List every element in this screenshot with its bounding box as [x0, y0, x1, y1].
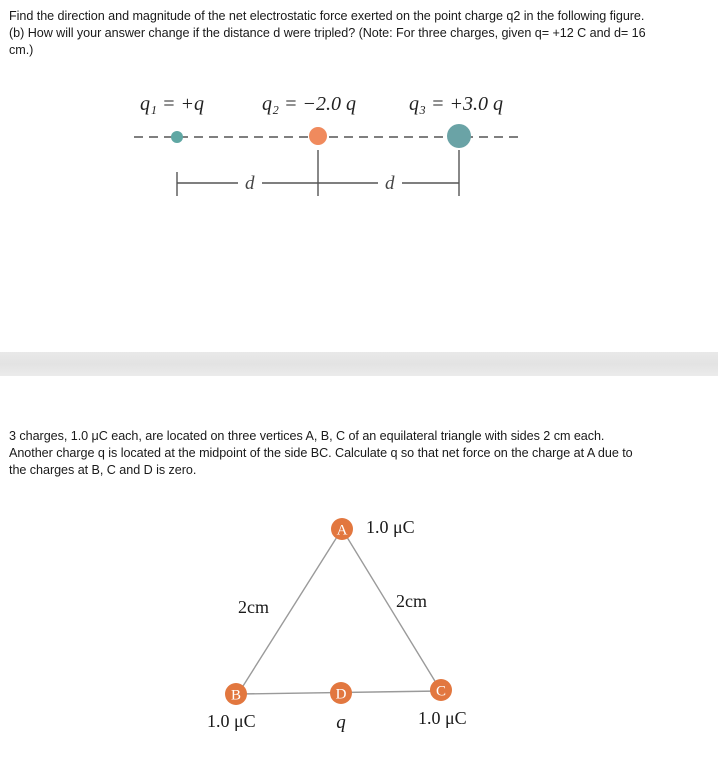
problem1-line-2: (b) How will your answer change if the distance d were tripled? (Note: For three charges, given q= +12 C and d= 16	[9, 26, 646, 40]
side-ab-label: 2cm	[238, 597, 269, 617]
q2-label: q₂ = −2.0 q	[262, 93, 356, 115]
vertex-a-letter: A	[336, 522, 348, 539]
problem2-line-3: the charges at B, C and D is zero.	[9, 463, 197, 477]
d-label-1: d	[245, 173, 255, 194]
charge-c-label: 1.0 μC	[418, 708, 467, 728]
vertex-c-letter: C	[435, 683, 447, 700]
charge-b-label: 1.0 μC	[207, 711, 256, 731]
charge-a-label: 1.0 μC	[366, 517, 415, 537]
vertex-d-letter: D	[335, 686, 347, 703]
side-ac-label: 2cm	[396, 591, 427, 611]
problem1-line-1: Find the direction and magnitude of the net electrostatic force exerted on the point charge q2 in the following figure.	[9, 9, 645, 23]
vertex-b-letter: B	[230, 687, 242, 704]
q3-label: q₃ = +3.0 q	[409, 93, 503, 115]
d-label-2: d	[385, 173, 395, 194]
problem2-line-1: 3 charges, 1.0 μC each, are located on three vertices A, B, C of an equilateral triangle with sides 2 cm each.	[9, 429, 605, 443]
problem1-line-3: cm.)	[9, 43, 34, 57]
charge-d-label: q	[336, 712, 346, 733]
q1-label: q₁ = +q	[140, 93, 204, 115]
problem2-line-2: Another charge q is located at the midpoint of the side BC. Calculate q so that net force on the charge at A due to	[9, 446, 633, 460]
